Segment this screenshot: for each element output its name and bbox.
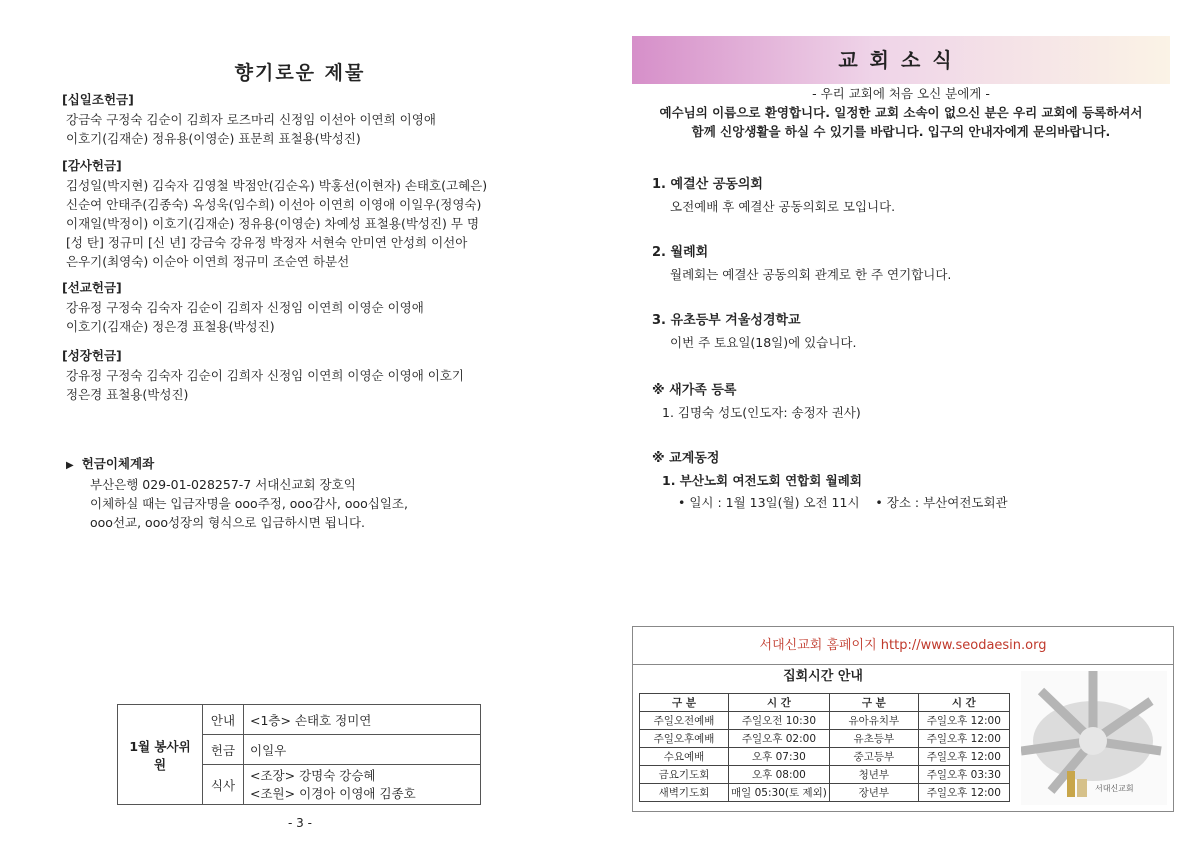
table-cell: 매일 05:30(토 제외) — [729, 784, 830, 802]
news-item — [652, 174, 1172, 218]
duty-value: <1층> 손태호 정미연 — [244, 705, 481, 735]
table-header: 구 분 — [640, 694, 729, 712]
section-heading: [선교헌금] — [62, 280, 122, 295]
homepage-link[interactable]: 서대신교회 홈페이지 http://www.seodaesin.org — [633, 627, 1173, 665]
duty-value-line: <조장> 강명숙 강승혜 — [250, 767, 376, 783]
table-cell: 오후 08:00 — [729, 766, 830, 784]
triangle-right-icon: ▶ — [66, 460, 74, 471]
table-cell: 유초등부 — [829, 730, 918, 748]
table-cell: 주일오후 02:00 — [729, 730, 830, 748]
page-number: - 3 - — [288, 816, 312, 830]
table-row — [640, 784, 1010, 802]
table-header: 시 간 — [729, 694, 830, 712]
tithe-section — [62, 90, 542, 148]
news-item-heading: 2. 월례회 — [652, 245, 709, 260]
table-cell: 장년부 — [829, 784, 918, 802]
welcome-message — [632, 84, 1170, 141]
bank-heading — [66, 454, 546, 475]
news-item-heading: ※ 교계동정 — [652, 451, 720, 466]
table-cell: 중고등부 — [829, 748, 918, 766]
section-line: 강금숙 구정숙 김순이 김희자 로즈마리 신정임 이선아 이연희 이영애 — [66, 112, 436, 127]
section-line: 이호기(김재순) 정유용(이영순) 표문희 표철용(박성진) — [66, 131, 361, 146]
news-item — [652, 448, 1172, 514]
section-line: 강유정 구정숙 김숙자 김순이 김희자 신정임 이연희 이영순 이영애 — [66, 300, 424, 315]
table-cell: 새벽기도회 — [640, 784, 729, 802]
section-line: 신순여 안태주(김종숙) 옥성욱(임수희) 이선아 이연희 이영애 이일우(정영숙) — [66, 197, 482, 212]
offerings-title: 향기로운 제물 — [234, 62, 366, 84]
table-cell: 주일오후 12:00 — [918, 712, 1009, 730]
duty-table — [117, 704, 481, 805]
table-cell: 주일오전 10:30 — [729, 712, 830, 730]
duty-value-line: <조원> 이경아 이영애 김종호 — [250, 785, 416, 801]
table-cell: 주일오후 12:00 — [918, 784, 1009, 802]
section-line: 정은경 표철용(박성진) — [66, 387, 189, 402]
news-item — [652, 310, 1172, 354]
table-cell: 주일오후 12:00 — [918, 730, 1009, 748]
growth-section — [62, 346, 542, 404]
news-item-body: 1. 부산노회 여전도회 연합회 월례회 — [662, 473, 862, 488]
table-cell: 주일오후 12:00 — [918, 748, 1009, 766]
table-row — [640, 748, 1010, 766]
bank-transfer-info — [66, 454, 546, 532]
table-cell: 주일오후예배 — [640, 730, 729, 748]
section-line: 이재일(박정이) 이호기(김재순) 정유용(이영순) 차예성 표철용(박성진) 무 명 — [66, 216, 480, 231]
duty-value: 이일우 — [244, 735, 481, 765]
news-item — [652, 380, 1172, 424]
location-map-image — [1021, 671, 1167, 805]
table-cell: 수요예배 — [640, 748, 729, 766]
news-item-heading: 3. 유초등부 겨울성경학교 — [652, 313, 801, 328]
section-line: 이호기(김재순) 정은경 표철용(박성진) — [66, 319, 275, 334]
table-row — [640, 712, 1010, 730]
news-item-heading: ※ 새가족 등록 — [652, 383, 737, 398]
mission-section — [62, 278, 542, 336]
table-cell: 유아유치부 — [829, 712, 918, 730]
table-header: 시 간 — [918, 694, 1009, 712]
section-line: [성 탄] 정규미 [신 년] 강금숙 강유정 박정자 서현숙 안미연 안성희 이선아 — [66, 235, 468, 250]
table-cell: 주일오전예배 — [640, 712, 729, 730]
news-item-body: 오전예배 후 예결산 공동의회로 모입니다. — [670, 199, 896, 214]
bank-heading-text: 헌금이체계좌 — [81, 456, 155, 471]
table-cell: 오후 07:30 — [729, 748, 830, 766]
bank-line: ooo선교, ooo성장의 형식으로 입금하시면 됩니다. — [90, 515, 366, 530]
news-item-heading: 1. 예결산 공동의회 — [652, 177, 763, 192]
table-cell: 주일오후 03:30 — [918, 766, 1009, 784]
church-news-banner: 교회소식 — [632, 36, 1170, 84]
section-heading: [성장헌금] — [62, 348, 122, 363]
duty-value — [244, 765, 481, 805]
welcome-line: 예수님의 이름으로 환영합니다. 일정한 교회 소속이 없으신 분은 우리 교회에 등록하셔서 — [659, 105, 1143, 120]
news-item-detail: • 일시 : 1월 13일(월) 오전 11시 • 장소 : 부산여전도회관 — [678, 495, 1008, 510]
homepage-box — [632, 626, 1174, 812]
table-cell: 금요기도회 — [640, 766, 729, 784]
news-item-body: 1. 김명숙 성도(인도자: 송정자 권사) — [662, 405, 861, 420]
service-times-table — [639, 693, 1010, 802]
table-row — [640, 766, 1010, 784]
news-item-body: 월례회는 예결산 공동의회 관계로 한 주 연기합니다. — [670, 267, 952, 282]
welcome-line: - 우리 교회에 처음 오신 분에게 - — [812, 86, 990, 101]
duty-role: 안내 — [203, 705, 244, 735]
duty-role: 헌금 — [203, 735, 244, 765]
thanks-section — [62, 156, 542, 271]
section-line: 김성일(박지현) 김숙자 김영철 박점안(김순옥) 박홍선(이현자) 손태호(고혜은) — [66, 178, 488, 193]
table-cell: 청년부 — [829, 766, 918, 784]
bank-line: 이체하실 때는 입금자명을 ooo주정, ooo감사, ooo십일조, — [90, 496, 408, 511]
duty-role: 식사 — [203, 765, 244, 805]
section-line: 강유정 구정숙 김숙자 김순이 김희자 신정임 이연희 이영순 이영애 이호기 — [66, 368, 465, 383]
table-row — [640, 730, 1010, 748]
section-line: 은우기(최영숙) 이순아 이연희 정규미 조순연 하분선 — [66, 254, 350, 269]
map-label: 서대신교회 — [1095, 784, 1134, 793]
section-heading: [십일조헌금] — [62, 92, 134, 107]
welcome-line: 함께 신앙생활을 하실 수 있기를 바랍니다. 입구의 안내자에게 문의바랍니다. — [691, 124, 1111, 139]
bank-line: 부산은행 029-01-028257-7 서대신교회 장호익 — [90, 477, 356, 492]
news-item-body: 이번 주 토요일(18일)에 있습니다. — [670, 335, 857, 350]
section-heading: [감사헌금] — [62, 158, 122, 173]
news-item — [652, 242, 1172, 286]
duty-heading: 1월 봉사위원 — [118, 705, 203, 805]
table-header: 구 분 — [829, 694, 918, 712]
service-times-title: 집회시간 안내 — [783, 669, 863, 684]
